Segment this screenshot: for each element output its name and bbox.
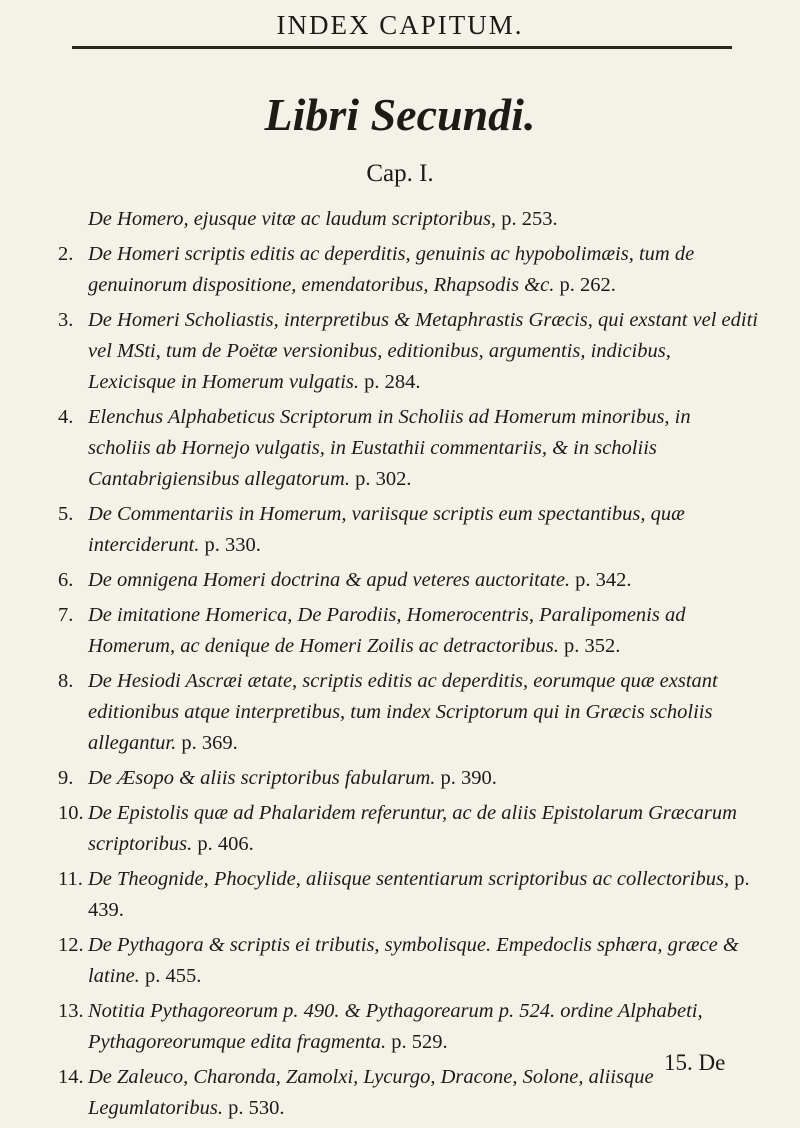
entry-number: 13. [58,1000,84,1022]
index-entry [58,239,758,301]
section-title: Libri Secundi. [264,89,536,140]
entry-page: p. 342. [575,569,632,591]
entry-text: De Hesiodi Ascræi ætate, scriptis editis ac deperditis, eorumque quæ exstant editionibus atque interpretibus, tum index Scriptorum qui in Græcis scholiis allegantur. [88,670,718,754]
index-entry [58,763,758,794]
entry-number: 6. [58,569,74,591]
entry-text: De Homeri Scholiastis, interpretibus & Metaphrastis Græcis, qui exstant vel editi vel MSti, tum de Poëtæ versionibus, editionibus, argumentis, indicibus, Lexicisque in Homerum vulgatis. [88,309,758,393]
entry-page: p. 262. [559,274,616,296]
index-entry [58,600,758,662]
entry-list [58,204,758,1128]
index-entry [58,930,758,992]
entry-page: p. 330. [204,534,261,556]
index-entry [58,1062,758,1124]
entry-text: De Zaleuco, Charonda, Zamolxi, Lycurgo, Dracone, Solone, aliisque Legumlatoribus. [88,1066,654,1119]
entry-text: De Commentariis in Homerum, variisque scriptis eum spectantibus, quæ interciderunt. [88,503,685,556]
running-head: INDEX CAPITUM. [276,10,524,40]
catchword: 15. De [664,1050,726,1075]
entry-text: De Homeri scriptis editis ac deperditis, genuinis ac hypobolimæis, tum de genuinorum dispositione, emendatoribus, Rhapsodis &c. [88,243,695,296]
entry-number: 10. [58,802,84,824]
entry-text: De Homero, ejusque vitæ ac laudum scriptoribus, [88,208,497,230]
entry-page: p. 406. [197,833,254,855]
entry-text: Elenchus Alphabeticus Scriptorum in Scholiis ad Homerum minoribus, in scholiis ab Hornejo vulgatis, in Eustathii commentariis, & in scholiis Cantabrigiensibus allegatorum. [88,406,691,490]
entry-text: De Theognide, Phocylide, aliisque sententiarum scriptoribus ac collectoribus, [88,868,730,890]
entry-page: p. 369. [181,732,238,754]
entry-page: p. 302. [355,468,412,490]
chapter-heading: Cap. I. [366,160,434,187]
entry-page: p. 390. [440,767,497,789]
entry-page: p. 455. [144,965,202,987]
entry-number: 2. [58,243,74,265]
entry-page: p. 439. [88,868,750,921]
entry-number: 4. [58,406,74,428]
index-entry [58,666,758,759]
entry-page: p. 284. [364,371,421,393]
entry-number: 9. [58,767,74,789]
entry-number: 8. [58,670,74,692]
entry-page: p. 529. [391,1031,448,1053]
index-entry [58,499,758,561]
entry-page: p. 352. [564,635,621,657]
entry-page: p. 253. [501,208,558,230]
index-entry [58,864,758,926]
entry-number: 7. [58,604,74,626]
entry-text: De Epistolis quæ ad Phalaridem referuntur, ac de aliis Epistolarum Græcarum scriptoribus. [88,802,737,855]
entry-page: p. 530. [228,1097,285,1119]
index-entry [58,204,758,235]
entry-number: 5. [58,503,74,525]
index-entry [58,798,758,860]
entry-text: De Pythagora & scriptis ei tributis, symbolisque. Empedoclis sphæra, græce & latine. [88,934,739,987]
header-rule [72,46,732,49]
entry-text: Notitia Pythagoreorum p. 490. & Pythagorearum p. 524. ordine Alphabeti, Pythagoreorumque edita fragmenta. [88,1000,703,1053]
index-entry [58,996,758,1058]
index-entry [58,305,758,398]
entry-number: 3. [58,309,74,331]
index-entry [58,565,758,596]
index-entry [58,402,758,495]
entry-text: De imitatione Homerica, De Parodiis, Homerocentris, Paralipomenis ad Homerum, ac denique de Homeri Zoilis ac detractoribus. [88,604,686,657]
entry-number: 11. [58,868,83,890]
entry-text: De omnigena Homeri doctrina & apud veteres auctoritate. [88,569,571,591]
entry-text: De Æsopo & aliis scriptoribus fabularum. [88,767,436,789]
entry-number: 12. [58,934,84,956]
entry-number: 14. [58,1066,84,1088]
